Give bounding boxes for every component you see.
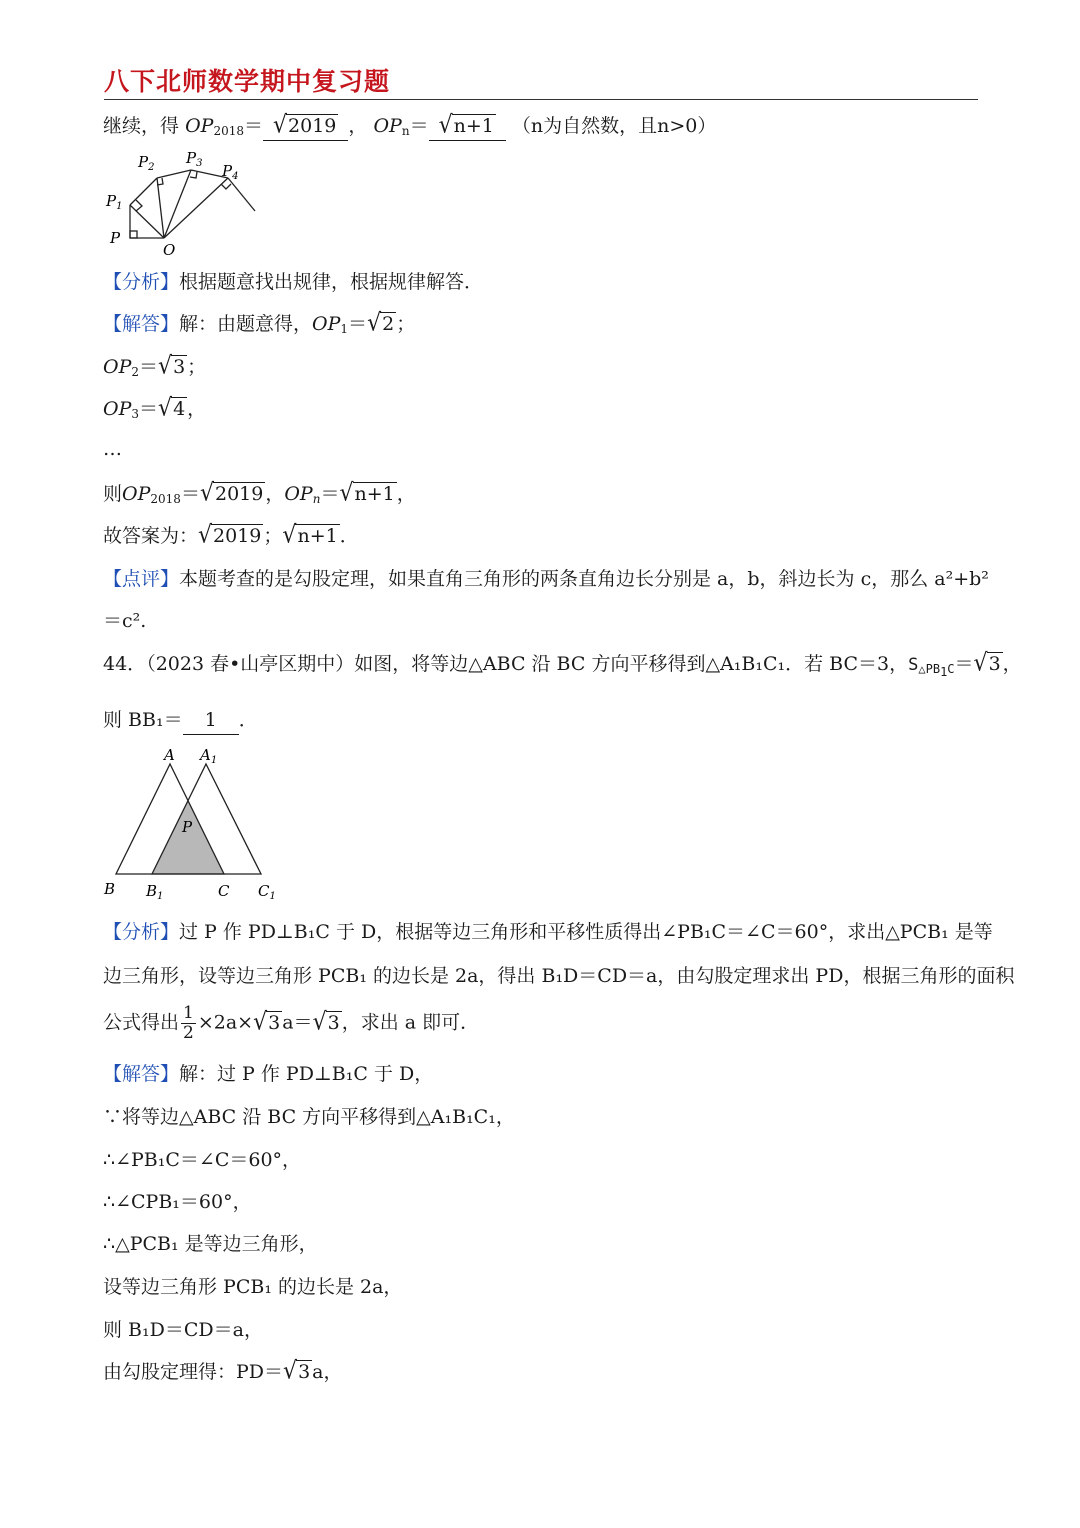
- q43-step-2: $OP_2=√3$ ；: [103, 352, 207, 381]
- q43-solution-intro: 【解答】解：由题意得，$OP_1=√2$ ；: [103, 309, 416, 338]
- label-p3: $P_3$: [186, 149, 203, 169]
- q44-stem: 44．（2023 春•山亭区期中）如图，将等边△ABC 沿 BC 方向平移得到△A₁B₁C₁．若 BC＝3，$S_{\triangle PB_1C}=√3$ ，: [103, 649, 1022, 679]
- q44-analysis-3: 公式得出 $\frac{1}{2}$ ×2a×√3 a＝√3 ，求出 a 即可．: [103, 1003, 480, 1043]
- page-title: 八下北师数学期中复习题: [104, 67, 391, 96]
- q43-comment-cont: ＝c².: [103, 610, 147, 632]
- label-p: P: [182, 818, 193, 836]
- label-a1: $A_1$: [200, 746, 218, 766]
- q44-solution-7: 则 B₁D＝CD＝a，: [103, 1319, 263, 1341]
- q44-stem-line2: 则 BB₁＝ 1 ．: [103, 706, 258, 735]
- label-o: O: [163, 241, 176, 259]
- q44-solution-4: ∴∠CPB₁＝60°，: [103, 1191, 252, 1213]
- q44-solution-6: 设等边三角形 PCB₁ 的边长是 2a，: [103, 1276, 403, 1298]
- label-p: P: [110, 229, 121, 247]
- q43-ellipsis: …: [103, 438, 122, 460]
- q44-solution-2: ∵将等边△ABC 沿 BC 方向平移得到△A₁B₁C₁，: [103, 1106, 515, 1128]
- q44-analysis-2: 边三角形，设等边三角形 PCB₁ 的边长是 2a，得出 B₁D＝CD＝a，由勾股定理求出 PD，根据三角形的面积: [103, 965, 1015, 987]
- label-c1: $C_1$: [258, 882, 276, 902]
- fraction-one-half: $\frac{1}{2}$: [183, 1003, 194, 1043]
- header-divider: [104, 99, 978, 100]
- label-b: B: [104, 880, 116, 898]
- q44-solution-1: 【解答】解：过 P 作 PD⊥B₁C 于 D，: [103, 1063, 434, 1085]
- answer-blank-1: √2019: [263, 112, 348, 141]
- q44-solution-3: ∴∠PB₁C＝∠C＝60°，: [103, 1149, 302, 1171]
- label-c: C: [218, 882, 230, 900]
- q43-then: 则$OP_{2018}=√2019$ ，$OP_n=√n+1$ ，: [103, 479, 416, 508]
- label-p4: $P_4$: [222, 162, 239, 182]
- translated-triangles-figure: [100, 742, 285, 907]
- q44-solution-5: ∴△PCB₁ 是等边三角形，: [103, 1233, 318, 1255]
- spiral-triangles-figure: [100, 145, 270, 260]
- label-p1: $P_1$: [106, 192, 123, 212]
- label-p2: $P_2$: [138, 153, 155, 173]
- q43-comment: 【点评】本题考查的是勾股定理，如果直角三角形的两条直角边长分别是 a，b，斜边长为 c，那么 a²+b²: [103, 568, 989, 590]
- q43-step-3: $OP_3=√4$ ，: [103, 394, 207, 423]
- label-a: A: [164, 746, 175, 764]
- q44-analysis-1: 【分析】过 P 作 PD⊥B₁C 于 D，根据等边三角形和平移性质得出∠PB₁C＝∠C＝60°，求出△PCB₁ 是等: [103, 921, 993, 943]
- answer-blank-q44: 1: [183, 706, 239, 735]
- q43-continuation: 继续，得 $OP_{2018}= √2019$ ， $OP_n= √n+1$ （n为自然数，且n>0）: [103, 111, 717, 140]
- answer-blank-2: √n+1: [429, 112, 506, 141]
- q44-solution-8: 由勾股定理得：PD＝√3 a，: [103, 1357, 343, 1386]
- label-b1: $B_1$: [146, 882, 164, 902]
- q43-answer: 故答案为：√2019 ；√n+1 ．: [103, 521, 359, 550]
- q43-analysis: 【分析】根据题意找出规律，根据规律解答．: [103, 271, 484, 293]
